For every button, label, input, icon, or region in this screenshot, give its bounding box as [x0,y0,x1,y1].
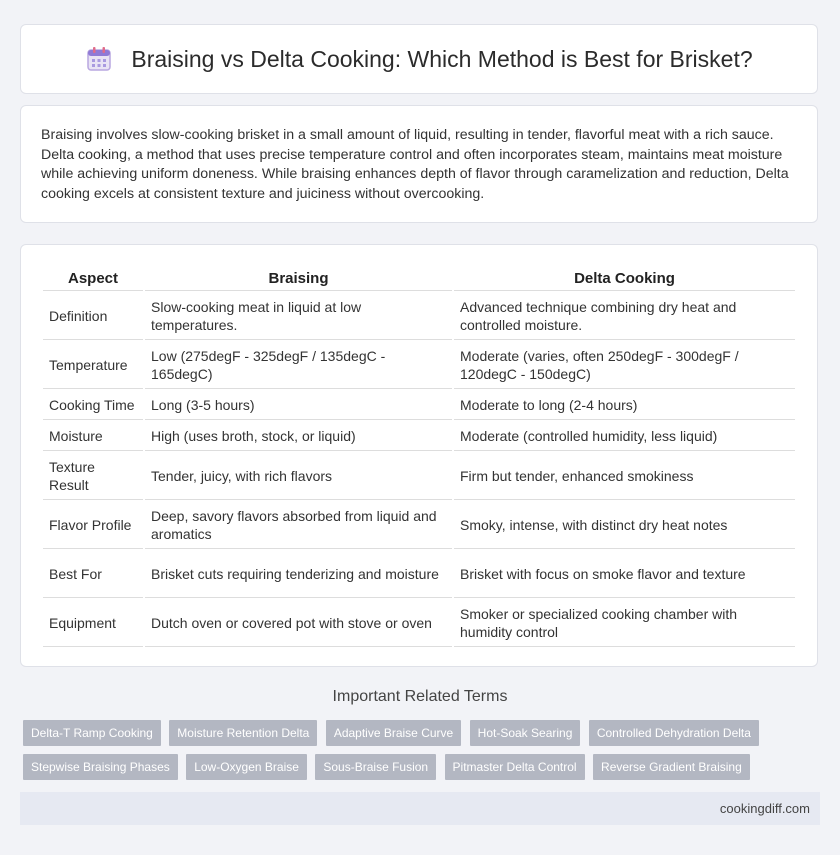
page-title: Braising vs Delta Cooking: Which Method is Best for Brisket? [131,45,753,72]
cell-aspect: Flavor Profile [43,502,143,549]
header-delta-cooking: Delta Cooking [454,267,795,291]
cell-braising: Slow-cooking meat in liquid at low temperatures. [145,293,452,340]
table-row [43,422,795,451]
table-row [43,600,795,647]
table-row [43,453,795,500]
cell-aspect: Best For [43,551,143,598]
footer-site-link[interactable]: cookingdiff.com [719,801,810,816]
footer [20,792,820,825]
related-term-tag[interactable]: Pitmaster Delta Control [445,754,585,780]
cell-braising: High (uses broth, stock, or liquid) [145,422,452,451]
header-braising: Braising [145,267,452,291]
calendar-icon [85,45,113,73]
related-term-tag[interactable]: Low-Oxygen Braise [186,754,307,780]
header-aspect: Aspect [43,267,143,291]
cell-delta: Advanced technique combining dry heat and controlled moisture. [454,293,795,340]
table-row [43,502,795,549]
comparison-card [20,244,818,667]
related-term-tag[interactable]: Controlled Dehydration Delta [589,720,759,746]
cell-aspect: Moisture [43,422,143,451]
cell-braising: Dutch oven or covered pot with stove or oven [145,600,452,647]
cell-delta: Smoky, intense, with distinct dry heat notes [454,502,795,549]
cell-aspect: Equipment [43,600,143,647]
intro-card [20,105,818,223]
related-terms-title: Important Related Terms [332,688,508,705]
related-term-tag[interactable]: Hot-Soak Searing [470,720,581,746]
cell-aspect: Temperature [43,342,143,389]
comparison-table [41,265,797,649]
cell-braising: Low (275degF - 325degF / 135degC - 165degC) [145,342,452,389]
related-term-tag[interactable]: Stepwise Braising Phases [23,754,178,780]
cell-delta: Moderate (controlled humidity, less liquid) [454,422,795,451]
cell-aspect: Texture Result [43,453,143,500]
table-row [43,551,795,598]
cell-delta: Moderate (varies, often 250degF - 300degF / 120degC - 150degC) [454,342,795,389]
cell-aspect: Cooking Time [43,391,143,420]
related-term-tag[interactable]: Moisture Retention Delta [169,720,317,746]
table-row [43,391,795,420]
intro-text: Braising involves slow-cooking brisket in a small amount of liquid, resulting in tender, flavorful meat with a rich sauce. Delta cooking, a method that uses precise temperature control and often incorporates steam, maintains meat moisture while achieving uniform doneness. While braising enhances depth of flavor through caramelization and reduction, Delta cooking excels at consistent texture and juiciness without overcooking. [41,127,789,202]
cell-braising: Long (3-5 hours) [145,391,452,420]
cell-aspect: Definition [43,293,143,340]
related-term-tag[interactable]: Sous-Braise Fusion [315,754,436,780]
related-term-tag[interactable]: Reverse Gradient Braising [593,754,750,780]
table-row [43,293,795,340]
cell-braising: Deep, savory flavors absorbed from liquid and aromatics [145,502,452,549]
related-term-tag[interactable]: Adaptive Braise Curve [326,720,461,746]
cell-delta: Firm but tender, enhanced smokiness [454,453,795,500]
cell-delta: Moderate to long (2-4 hours) [454,391,795,420]
header-card [20,24,818,94]
table-row [43,342,795,389]
related-terms-list [23,720,803,788]
cell-delta: Smoker or specialized cooking chamber with humidity control [454,600,795,647]
related-term-tag[interactable]: Delta-T Ramp Cooking [23,720,161,746]
cell-braising: Tender, juicy, with rich flavors [145,453,452,500]
cell-delta: Brisket with focus on smoke flavor and texture [454,551,795,598]
cell-braising: Brisket cuts requiring tenderizing and moisture [145,551,452,598]
